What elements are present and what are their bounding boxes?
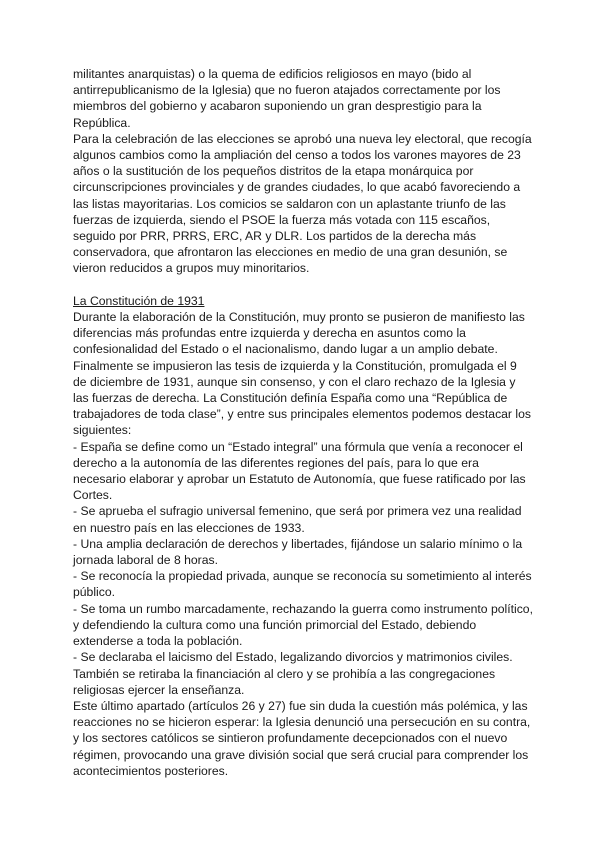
blank-line: [73, 277, 533, 293]
paragraph-electoral-law: Para la celebración de las elecciones se aprobó una nueva ley electoral, que recogía algunos cambios como la ampliación del censo a todos los varones mayores de 23 años o la sustitución de los pequeños distritos de la etapa monárquica por circunscripciones provinciales y de grandes ciudades, lo que acabó favoreciendo a las listas mayoritarias. Los comicios se saldaron con un aplastante triunfo de las fuerzas de izquierda, siendo el PSOE la fuerza más votada con 115 escaños, seguido por PRR, PRRS, ERC, AR y DLR. Los partidos de la derecha más conservadora, que afrontaron las elecciones en medio de una gran desunión, se vieron reducidos a grupos muy minoritarios.: [73, 131, 532, 276]
document-page: [73, 66, 533, 779]
list-item-laicismo: - Se declaraba el laicismo del Estado, legalizando divorcios y matrimonios civiles. También se retiraba la financiación al clero y se prohibía a las congregaciones religiosas ejercer la enseñanza.: [73, 650, 513, 697]
list-item-estado-integral: - España se define como un “Estado integral” una fórmula que venía a reconocer el derecho a la autonomía de las diferentes regiones del país, para lo que era necesario elaborar y aprobar un Estatuto de Autonomía, que fuese ratificado por las Cortes.: [73, 439, 526, 503]
list-item-sufragio: - Se aprueba el sufragio universal femenino, que será por primera vez una realidad en nuestro país en las elecciones de 1933.: [73, 504, 522, 535]
paragraph-anarchist-burnings: militantes anarquistas) o la quema de edificios religiosos en mayo (bido al antirrepublicanismo de la Iglesia) que no fueron atajados correctamente por los miembros del gobierno y acabaron suponiendo un gran desprestigio para la República.: [73, 67, 501, 130]
list-item-derechos: - Una amplia declaración de derechos y libertades, fijándose un salario mínimo o la jornada laboral de 8 horas.: [73, 536, 523, 568]
list-item-propiedad: - Se reconocía la propiedad privada, aunque se reconocía su sometimiento al interés público.: [73, 569, 532, 600]
paragraph-constitution-intro: Durante la elaboración de la Constitución, muy pronto se pusieron de manifiesto las diferencias más profundas entre izquierda y derecha en asuntos como la confesionalidad del Estado o el nacionalismo, dando lugar a un amplio debate. Finalmente se impusieron las tesis de izquierda y la Constitución, promulgada el 9 de diciembre de 1931, aunque sin consenso, y con el claro rechazo de la Iglesia y las fuerzas de derecha. La Constitución definía España como una “República de trabajadores de toda clase”, y entre sus principales elementos podemos destacar los siguientes:: [73, 310, 531, 438]
section-heading: La Constitución de 1931: [73, 293, 205, 308]
list-item-rumbo: - Se toma un rumbo marcadamente, rechazando la guerra como instrumento político, y defendiendo la cultura como una función primorcial del Estado, debiendo extenderse a toda la población.: [73, 601, 533, 649]
paragraph-conclusion: Este último apartado (artículos 26 y 27) fue sin duda la cuestión más polémica, y las reacciones no se hicieron esperar: la Iglesia denunció una persecución en su contra, y los sectores católicos se sintieron profundamente decepcionados con el nuevo régimen, provocando una grave división social que será crucial para comprender los acontecimientos posteriores.: [73, 698, 531, 778]
